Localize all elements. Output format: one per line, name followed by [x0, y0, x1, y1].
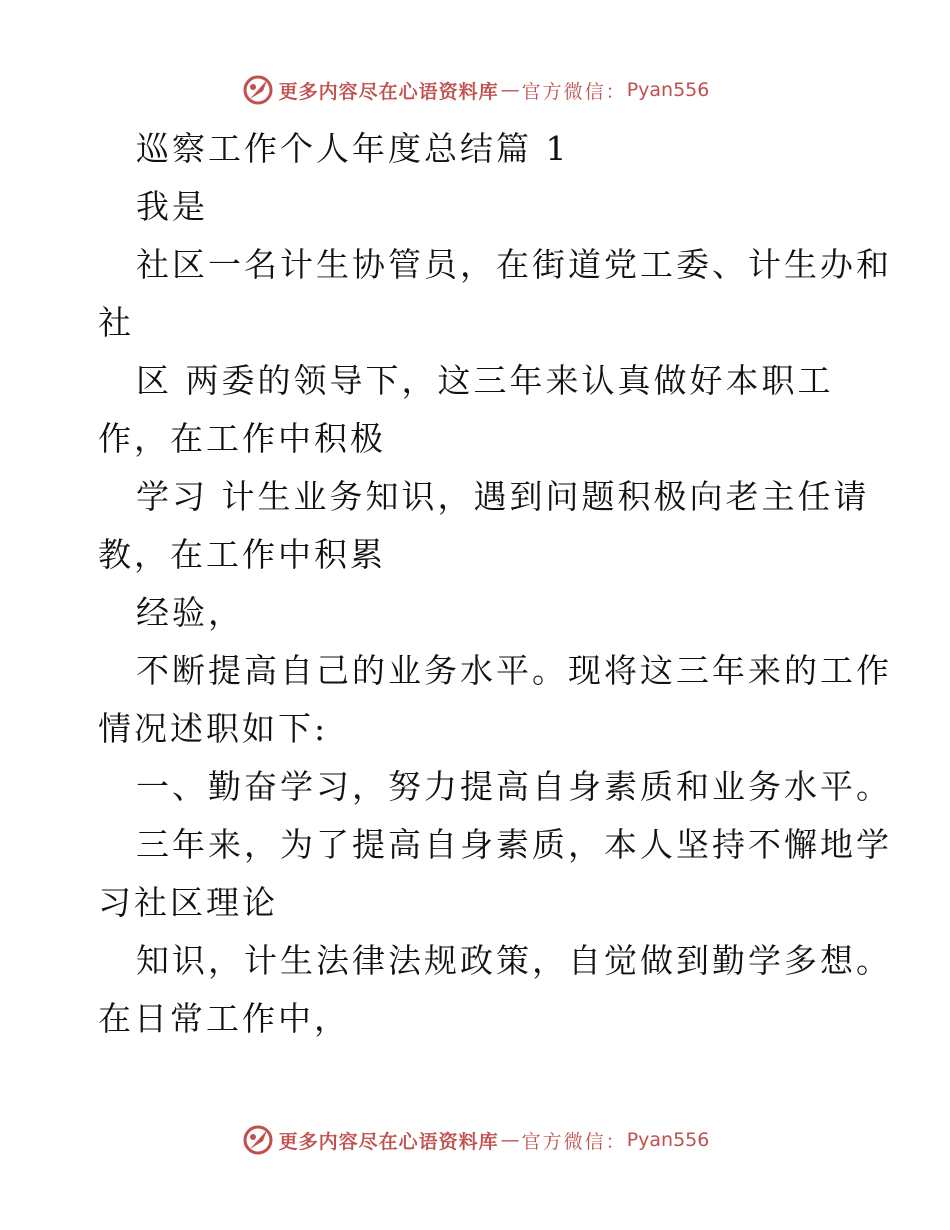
document-line: 三年来，为了提高自身素质，本人坚持不懈地学 — [136, 825, 892, 864]
document-line: 作，在工作中积极 — [98, 419, 386, 458]
document-line: 社区一名计生协管员，在街道党工委、计生办和 — [136, 245, 892, 284]
document-line: 学习 计生业务知识，遇到问题积极向老主任请 — [136, 477, 870, 516]
banner-main-text: 更多内容尽在心语资料库 — [278, 1130, 499, 1153]
document-line: 区 两委的领导下，这三年来认真做好本职工 — [136, 361, 834, 400]
document-line: 经验， — [136, 593, 244, 632]
document-line: 习社区理论 — [98, 883, 278, 922]
quill-logo-icon — [241, 73, 275, 107]
banner-dash: — — [500, 1129, 520, 1151]
document-line: 巡察工作个人年度总结篇 1 — [136, 129, 570, 168]
document-line: 不断提高自己的业务水平。现将这三年来的工作 — [136, 651, 892, 690]
banner-main-text: 更多内容尽在心语资料库 — [278, 80, 499, 103]
document-line: 我是 — [136, 187, 208, 226]
banner-wechat-id: Pyan556 — [626, 1129, 710, 1151]
quill-logo-icon — [241, 1123, 275, 1157]
document-line: 社 — [98, 303, 134, 342]
banner-dash: — — [500, 79, 520, 101]
document-line: 知识，计生法律法规政策，自觉做到勤学多想。 — [136, 941, 892, 980]
document-line: 教，在工作中积累 — [98, 535, 386, 574]
banner-wechat-label: 官方微信： — [521, 1130, 627, 1153]
footer-banner — [0, 1120, 950, 1160]
document-line: 在日常工作中， — [98, 999, 350, 1038]
document-line: 一、勤奋学习，努力提高自身素质和业务水平。 — [136, 767, 892, 806]
banner-wechat-id: Pyan556 — [626, 79, 710, 101]
header-banner — [0, 70, 950, 110]
document-body — [98, 120, 892, 1048]
banner-wechat-label: 官方微信： — [521, 80, 627, 103]
document-line: 情况述职如下: — [98, 709, 329, 748]
